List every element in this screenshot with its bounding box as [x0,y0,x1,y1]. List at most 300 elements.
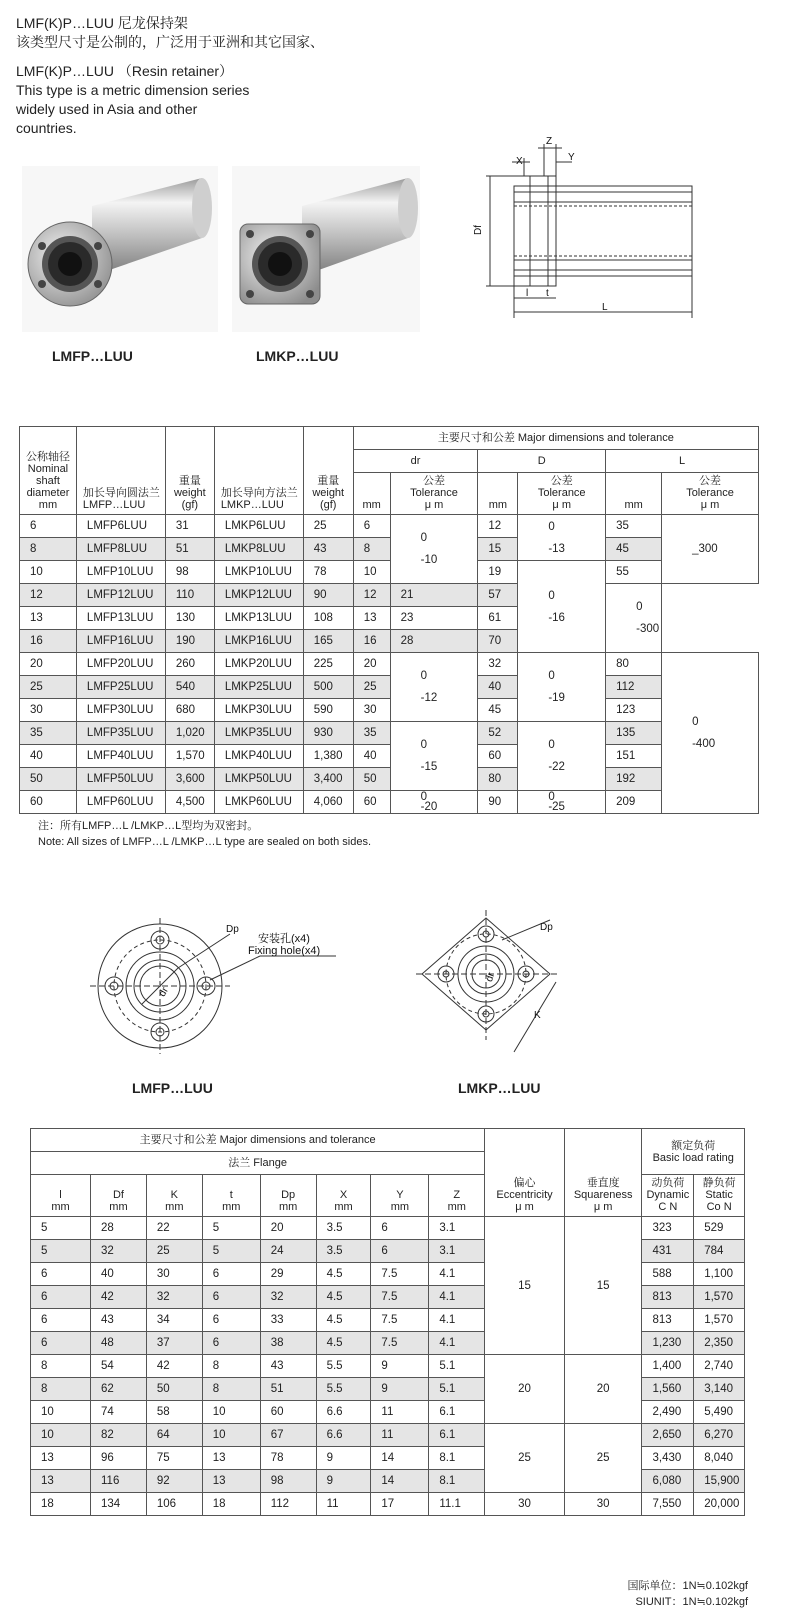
table-cell: 21 [390,584,478,607]
table-cell: 6 [31,1286,91,1309]
t2-th-ecc: 偏心 Eccentricity μ m [485,1129,565,1217]
table-cell: 51 [260,1378,316,1401]
th-L-tol: 公差 Tolerance μ m [662,473,759,515]
table-cell: 20 [353,653,390,676]
table-cell: 6 [20,515,77,538]
table-cell: 3.5 [316,1240,371,1263]
table-cell: 50 [20,768,77,791]
t2-th-col: Df mm [91,1175,147,1217]
table-cell: 20,000 [694,1493,745,1516]
th-D: D [478,450,606,473]
table-cell: 35 [20,722,77,745]
table-cell: LMKP6LUU [214,515,303,538]
table-cell: 3,140 [694,1378,745,1401]
table-cell: 6.6 [316,1424,371,1447]
table-cell: 98 [165,561,214,584]
table-cell: 7,550 [642,1493,694,1516]
table-row [20,584,759,607]
table-cell: LMKP10LUU [214,561,303,584]
table-cell: 6,080 [642,1470,694,1493]
tolerance-cell: 0 -25 [518,791,606,814]
table-cell: 17 [371,1493,429,1516]
table-cell: 12 [353,584,390,607]
table-cell: 3,400 [303,768,353,791]
table-cell: 42 [91,1286,147,1309]
th-major: 主要尺寸和公差 Major dimensions and tolerance [353,427,758,450]
t2-th-sq: 垂直度 Squareness μ m [564,1129,642,1217]
table-cell: LMKP60LUU [214,791,303,814]
note-en: Note: All sizes of LMFP…L /LMKP…L type are sealed on both sides. [38,836,372,848]
th-dr-tol: 公差 Tolerance μ m [390,473,478,515]
table-cell: LMFP40LUU [76,745,165,768]
table-cell: 813 [642,1286,694,1309]
squareness-cell: 20 [564,1355,642,1424]
tolerance-cell: 0 -20 [390,791,478,814]
table-row [20,791,759,814]
fixing-hole-en: Fixing hole(x4) [248,945,321,957]
table-cell: 10 [353,561,390,584]
table-cell: 8 [20,538,77,561]
table-cell: 108 [303,607,353,630]
table-cell: 15 [478,538,518,561]
table-row [20,768,759,791]
table-cell: 8 [353,538,390,561]
table-cell: 43 [91,1309,147,1332]
table-cell: 1,570 [694,1309,745,1332]
lmfp-dr-label: dr [157,985,171,999]
table-cell: 51 [165,538,214,561]
table-cell: 165 [303,630,353,653]
table-cell: 25 [303,515,353,538]
table-cell: 5 [202,1217,260,1240]
table-cell: 5.5 [316,1355,371,1378]
table-cell: 930 [303,722,353,745]
table-cell: 48 [91,1332,147,1355]
table-cell: 8.1 [429,1447,485,1470]
table-cell: 8 [202,1378,260,1401]
table-cell: 9 [316,1470,371,1493]
section-drawing [468,136,704,332]
table-cell: 10 [31,1424,91,1447]
table-cell: 1,570 [694,1286,745,1309]
table-cell: 98 [260,1470,316,1493]
table-cell: 6 [202,1332,260,1355]
table-cell: 192 [606,768,662,791]
table-cell: 4.1 [429,1263,485,1286]
table-cell: 32 [478,653,518,676]
table-cell: 61 [478,607,518,630]
table-cell: 6 [371,1217,429,1240]
tolerance-cell: 0 -12 [390,653,478,722]
table-cell: 40 [478,676,518,699]
table-cell: 58 [146,1401,202,1424]
table-cell: LMKP30LUU [214,699,303,722]
table-cell: 30 [20,699,77,722]
th-L: L [606,450,759,473]
th-weight-lmfp: 重量 weight (gf) [165,427,214,515]
title-cn: LMF(K)P…LUU 尼龙保持架 [16,15,188,31]
table-cell: 80 [478,768,518,791]
table-cell: 13 [202,1447,260,1470]
th-weight-lmkp: 重量 weight (gf) [303,427,353,515]
table-cell: 40 [91,1263,147,1286]
table-cell: 32 [146,1286,202,1309]
desc-en-2: widely used in Asia and other [16,101,198,117]
t2-th-flange: 法兰 Flange [31,1152,485,1175]
table-cell: 78 [303,561,353,584]
dim-df-label: Df [473,225,484,235]
table-cell: 43 [260,1355,316,1378]
desc-cn: 该类型尺寸是公制的，广泛用于亚洲和其它国家、 [16,34,324,50]
table-cell: 60 [20,791,77,814]
table-cell: LMFP8LUU [76,538,165,561]
table-cell: 8,040 [694,1447,745,1470]
table-cell: 30 [353,699,390,722]
table-cell: 7.5 [371,1286,429,1309]
table-cell: 45 [478,699,518,722]
table-cell: 3.1 [429,1217,485,1240]
table-row [31,1217,745,1240]
table-cell: LMFP12LUU [76,584,165,607]
table-cell: 24 [260,1240,316,1263]
squareness-cell: 25 [564,1424,642,1493]
table-cell: 5,490 [694,1401,745,1424]
table-row [31,1493,745,1516]
table-cell: 4,060 [303,791,353,814]
table-cell: 4.5 [316,1286,371,1309]
table-row [20,722,759,745]
table-cell: 64 [146,1424,202,1447]
table-cell: 225 [303,653,353,676]
table-cell: 10 [202,1401,260,1424]
table-cell: 4,500 [165,791,214,814]
tolerance-cell: 0 -19 [518,653,606,722]
lmkp-caption-2: LMKP…LUU [458,1080,541,1096]
table-cell: 6,270 [694,1424,745,1447]
table-cell: 6.6 [316,1401,371,1424]
tolerance-cell: 0 -16 [518,561,606,653]
table-cell: 680 [165,699,214,722]
table-cell: 82 [91,1424,147,1447]
table-cell: 260 [165,653,214,676]
table-cell: LMKP35LUU [214,722,303,745]
table-cell: 5 [202,1240,260,1263]
table-cell: 3.1 [429,1240,485,1263]
table-cell: 8.1 [429,1470,485,1493]
table-cell: 28 [390,630,478,653]
lmfp-caption-2: LMFP…LUU [132,1080,213,1096]
table-cell: 1,400 [642,1355,694,1378]
table-cell: 5 [31,1217,91,1240]
lmfp-caption: LMFP…LUU [52,348,133,364]
table-cell: 500 [303,676,353,699]
table-cell: 80 [606,653,662,676]
table-cell: 431 [642,1240,694,1263]
tolerance-cell: 0 -13 [518,515,606,561]
note-cn: 注：所有LMFP…L /LMKP…L型均为双密封。 [38,820,259,832]
tolerance-cell: 0 -10 [390,515,478,584]
table-cell: 11.1 [429,1493,485,1516]
table-cell: LMFP60LUU [76,791,165,814]
table-row [20,561,759,584]
lmfp-dp-label: Dp [226,924,239,935]
header-text [16,14,324,138]
table-cell: 3,600 [165,768,214,791]
table-cell: 45 [606,538,662,561]
table-cell: LMFP25LUU [76,676,165,699]
table-cell: 32 [260,1286,316,1309]
table-cell: 92 [146,1470,202,1493]
table-cell: LMFP50LUU [76,768,165,791]
table-cell: 7.5 [371,1309,429,1332]
t2-th-col: K mm [146,1175,202,1217]
table-cell: 3.5 [316,1217,371,1240]
table-cell: LMKP50LUU [214,768,303,791]
table-cell: 110 [165,584,214,607]
table-cell: 50 [146,1378,202,1401]
table-cell: 60 [353,791,390,814]
table-cell: 6 [353,515,390,538]
table-cell: 5.1 [429,1378,485,1401]
table-cell: 96 [91,1447,147,1470]
table-cell: 20 [20,653,77,676]
table-cell: 11 [371,1401,429,1424]
table-cell: 1,380 [303,745,353,768]
table-cell: 123 [606,699,662,722]
eccentricity-cell: 15 [485,1217,565,1355]
table-cell: 50 [353,768,390,791]
table-cell: 813 [642,1309,694,1332]
t2-th-static: 静负荷 Static Co N [694,1175,745,1217]
tolerance-cell: 0 -22 [518,722,606,791]
table-cell: 34 [146,1309,202,1332]
table-cell: 590 [303,699,353,722]
table-cell: 5 [31,1240,91,1263]
table-cell: 31 [165,515,214,538]
desc-en-3: countries. [16,120,77,136]
table-cell: 2,350 [694,1332,745,1355]
table-cell: 7.5 [371,1263,429,1286]
th-D-mm: mm [478,473,518,515]
table-cell: LMFP35LUU [76,722,165,745]
table-cell: 6.1 [429,1424,485,1447]
footer-en: SIUNIT：1N≒0.102kgf [635,1596,748,1608]
table-cell: 20 [260,1217,316,1240]
table-cell: 28 [91,1217,147,1240]
table-cell: 13 [31,1447,91,1470]
table-cell: 12 [478,515,518,538]
table-cell: 4.1 [429,1286,485,1309]
table-cell: 23 [390,607,478,630]
table-row [20,699,759,722]
table-cell: LMKP20LUU [214,653,303,676]
table-cell: 4.5 [316,1332,371,1355]
table-cell: 323 [642,1217,694,1240]
table-cell: 78 [260,1447,316,1470]
table-cell: 60 [478,745,518,768]
table-cell: 43 [303,538,353,561]
squareness-cell: 30 [564,1493,642,1516]
th-dr: dr [353,450,478,473]
table-cell: 14 [371,1470,429,1493]
th-dr-mm: mm [353,473,390,515]
t2-th-col: l mm [31,1175,91,1217]
lmfp-flange-drawing [60,908,360,1078]
table-cell: LMKP12LUU [214,584,303,607]
table-cell: 784 [694,1240,745,1263]
table-cell: 33 [260,1309,316,1332]
table-cell: 8 [31,1378,91,1401]
fixing-hole-cn: 安装孔(x4) [258,933,310,945]
table-cell: LMFP13LUU [76,607,165,630]
table-cell: 2,490 [642,1401,694,1424]
table-cell: 130 [165,607,214,630]
table-cell: 4.5 [316,1309,371,1332]
table-cell: LMFP20LUU [76,653,165,676]
table-cell: 5.1 [429,1355,485,1378]
table-cell: LMKP13LUU [214,607,303,630]
table-cell: 30 [146,1263,202,1286]
table-cell: 42 [146,1355,202,1378]
tolerance-cell: _300 [662,515,759,584]
dim-l-label: l [526,288,529,299]
table-cell: 15,900 [694,1470,745,1493]
table-cell: 8 [31,1355,91,1378]
eccentricity-cell: 20 [485,1355,565,1424]
table-row [20,653,759,676]
table-cell: 10 [202,1424,260,1447]
table-cell: 6 [202,1263,260,1286]
table-cell: LMKP25LUU [214,676,303,699]
table-cell: LMKP8LUU [214,538,303,561]
table-cell: 209 [606,791,662,814]
t2-th-major: 主要尺寸和公差 Major dimensions and tolerance [31,1129,485,1152]
table-cell: 135 [606,722,662,745]
table-cell: 54 [91,1355,147,1378]
t2-th-col: Dp mm [260,1175,316,1217]
lmkp-photo [232,166,420,332]
dimension-table-1 [19,426,759,814]
eccentricity-cell: 30 [485,1493,565,1516]
table-cell: 16 [20,630,77,653]
table-cell: 2,650 [642,1424,694,1447]
table-cell: 38 [260,1332,316,1355]
table-row [20,538,759,561]
table-cell: 13 [31,1470,91,1493]
table-row [20,745,759,768]
th-L-mm: mm [606,473,662,515]
t2-th-col: X mm [316,1175,371,1217]
table-cell: 90 [478,791,518,814]
table-cell: 55 [606,561,662,584]
table-cell: 18 [31,1493,91,1516]
table-cell: 35 [606,515,662,538]
table-cell: 57 [478,584,518,607]
table-cell: 6 [371,1240,429,1263]
dim-x-label: X [516,156,523,167]
table-cell: 112 [606,676,662,699]
desc-en-1: This type is a metric dimension series [16,82,250,98]
table-cell: 13 [353,607,390,630]
table-cell: 6 [202,1309,260,1332]
tolerance-cell: 0 -400 [662,653,759,814]
t2-th-col: Z mm [429,1175,485,1217]
table-cell: 13 [202,1470,260,1493]
table-cell: 14 [371,1447,429,1470]
table-cell: 25 [353,676,390,699]
table-cell: 35 [353,722,390,745]
lmkp-caption: LMKP…LUU [256,348,339,364]
table-cell: 1,020 [165,722,214,745]
table-cell: 9 [316,1447,371,1470]
table-cell: 4.5 [316,1263,371,1286]
footer-units [628,1578,749,1610]
table-cell: 13 [20,607,77,630]
table-cell: 12 [20,584,77,607]
table-cell: 74 [91,1401,147,1424]
table-cell: 11 [316,1493,371,1516]
t2-th-col: Y mm [371,1175,429,1217]
table-cell: 11 [371,1424,429,1447]
table-cell: 112 [260,1493,316,1516]
table-cell: 6.1 [429,1401,485,1424]
table-row [31,1424,745,1447]
table-cell: 52 [478,722,518,745]
dim-y-label: Y [568,152,575,163]
table-cell: 22 [146,1217,202,1240]
table-cell: 62 [91,1378,147,1401]
table-cell: LMFP16LUU [76,630,165,653]
t2-th-dynamic: 动负荷 Dynamic C N [642,1175,694,1217]
table-row [31,1355,745,1378]
table-cell: 588 [642,1263,694,1286]
table-cell: 1,100 [694,1263,745,1286]
table-row [20,515,759,538]
table-cell: 19 [478,561,518,584]
table-cell: 32 [91,1240,147,1263]
table-cell: 151 [606,745,662,768]
table-cell: 6 [31,1332,91,1355]
th-lmkp: 加长导向方法兰 LMKP…LUU [214,427,303,515]
table-cell: 529 [694,1217,745,1240]
table-cell: 16 [353,630,390,653]
lmkp-dp-label: Dp [540,922,553,933]
table-cell: 29 [260,1263,316,1286]
table-cell: 4.1 [429,1332,485,1355]
note [38,818,371,850]
lmkp-k-label: K [534,1010,541,1021]
th-nominal: 公称轴径 Nominal shaft diameter mm [20,427,77,515]
table-cell: 134 [91,1493,147,1516]
dim-z-label: Z [546,136,553,147]
table-cell: 60 [260,1401,316,1424]
table-cell: LMFP30LUU [76,699,165,722]
dim-L-label: L [602,302,608,313]
table-cell: 90 [303,584,353,607]
table-cell: 75 [146,1447,202,1470]
t2-th-load: 额定负荷 Basic load rating [642,1129,745,1175]
table-cell: 25 [146,1240,202,1263]
table-cell: 8 [202,1355,260,1378]
table-cell: LMKP40LUU [214,745,303,768]
table-cell: 6 [31,1309,91,1332]
table-cell: LMFP6LUU [76,515,165,538]
table-cell: 10 [31,1401,91,1424]
dimension-table-2 [30,1128,745,1516]
table-cell: 190 [165,630,214,653]
table-cell: 9 [371,1378,429,1401]
table-cell: 70 [478,630,518,653]
